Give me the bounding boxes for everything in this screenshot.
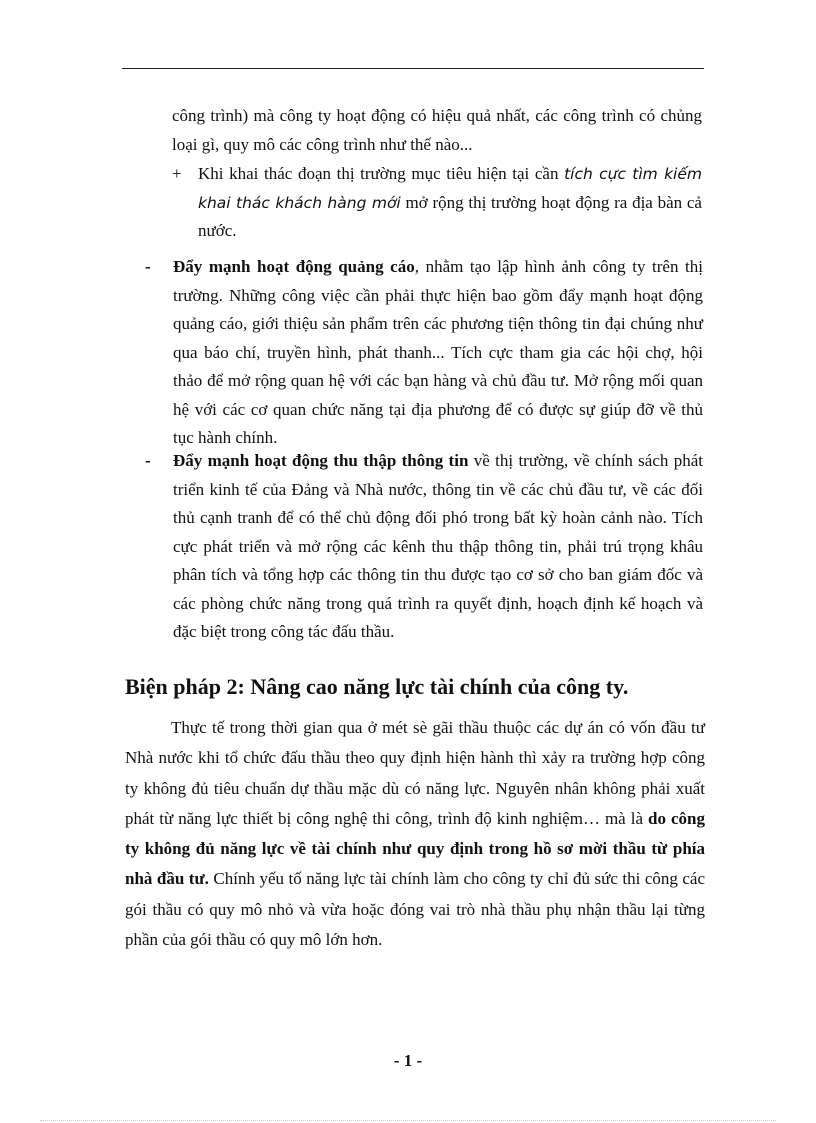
plus-item-tail: mở rộng thị trường hoạt động ra địa bàn cả nước.	[198, 192, 702, 240]
plus-marker: +	[172, 164, 182, 183]
page-bottom-border	[40, 1120, 776, 1121]
dash-item-bold: Đẩy mạnh hoạt động quảng cáo	[173, 257, 415, 276]
dash-list-item	[145, 447, 703, 647]
plus-item-lead: Khi khai thác đoạn thị trường mục tiêu hiện tại cần	[198, 164, 559, 183]
paragraph-lead: Thực tế trong thời gian qua ở mét sè gãi thầu thuộc các dự án có vốn đầu tư Nhà nước khi tổ chức đấu thầu theo quy định hiện hành thì xảy ra trường hợp công ty không đủ tiêu chuẩn dự thầu mặc dù có năng lực. Nguyên nhân không phải xuất phát từ năng lực thiết bị công nghệ thi công, trình độ kinh nghiệm… mà là	[125, 718, 705, 828]
dash-item-body: về thị trường, về chính sách phát triển kinh tế của Đảng và Nhà nước, thông tin về các chủ đầu tư, về các đối thủ cạnh tranh để có thể chủ động đối phó trong bất kỳ hoàn cảnh nào. Tích cực phát triển và mở rộng các kênh thu thập thông tin, phải trú trọng khâu phân tích và tổng hợp các thông tin thu được tạo cơ sở cho ban giám đốc và các phòng chức năng trong quá trình ra quyết định, hoạch định kế hoạch và đặc biệt trong công tác đấu thầu.	[173, 451, 704, 641]
page-number: - 1 -	[393, 1051, 423, 1070]
plus-item-text	[198, 160, 702, 246]
dash-item-bold: Đẩy mạnh hoạt động thu thập thông tin	[173, 451, 469, 470]
continuation-text: công trình) mà công ty hoạt động có hiệu quả nhất, các công trình có chủng loại gì, quy mô các công trình như thế nào...	[172, 106, 702, 154]
paragraph-tail: Chính yếu tố năng lực tài chính làm cho công ty chỉ đủ sức thi công các gói thầu có quy mô nhỏ và vừa hoặc đóng vai trò nhà thầu phụ nhận thầu lại từng phần của gói thầu có quy mô lớn hơn.	[125, 869, 705, 950]
dash-marker: -	[145, 451, 151, 470]
dash-item-body: , nhằm tạo lập hình ảnh công ty trên thị trường. Những công việc cần phải thực hiện bao gồm đẩy mạnh hoạt động quảng cáo, giới thiệu sản phẩm trên các phương tiện thông tin đại chúng như qua báo chí, truyền hình, phát thanh... Tích cực tham gia các hội chợ, hội thảo để mở rộng quan hệ với các bạn hàng và chủ đầu tư. Mở rộng mối quan hệ với các cơ quan chức năng tại địa phương để có được sự giúp đỡ về thủ tục hành chính.	[173, 257, 704, 447]
plus-item-italic: tích cực tìm kiếm khai thác khách hàng mới	[198, 165, 702, 212]
dash-item-text	[173, 253, 703, 453]
header-rule	[122, 68, 704, 69]
dash-marker: -	[145, 257, 151, 276]
dash-list-item	[145, 253, 703, 453]
paragraph-bold: do công ty không đủ năng lực về tài chính như quy định trong hồ sơ mời thầu từ phía nhà đầu tư.	[125, 808, 705, 889]
dash-item-text	[173, 447, 703, 647]
body-paragraph	[125, 713, 705, 955]
section-heading: Biện pháp 2: Nâng cao năng lực tài chính của công ty.	[125, 674, 629, 699]
plus-list-item	[172, 160, 702, 246]
